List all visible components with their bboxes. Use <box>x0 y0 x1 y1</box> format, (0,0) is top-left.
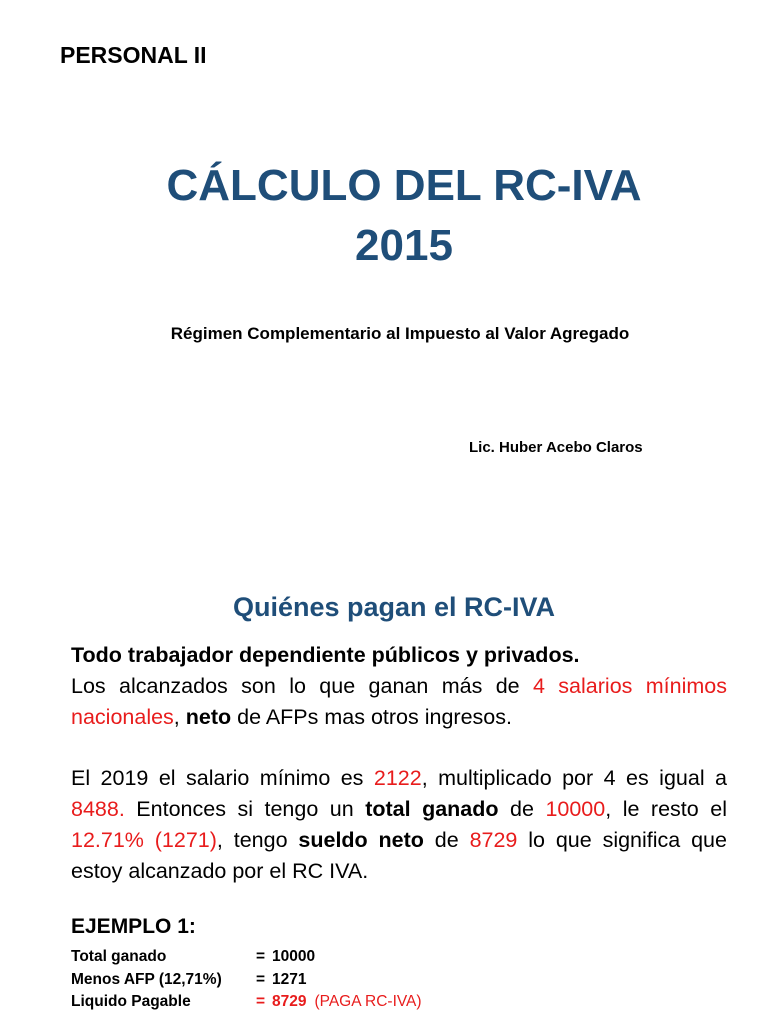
highlight-text: 12.71% (1271) <box>71 828 217 852</box>
bold-text: total ganado <box>365 797 499 821</box>
paragraph-heading: Todo trabajador dependiente públicos y privados. <box>71 643 580 667</box>
example-table <box>71 946 422 1014</box>
title-year: 2015 <box>355 221 453 270</box>
row-value: 10000 <box>272 948 316 965</box>
equals-sign: = <box>256 993 266 1010</box>
author-name: Lic. Huber Acebo Claros <box>469 439 643 456</box>
text-segment: Los alcanzados son lo que ganan más de <box>71 674 533 698</box>
highlight-text: 4 salarios mínimos nacionales <box>71 674 727 729</box>
table-row <box>71 969 422 992</box>
row-label: Liquido Pagable <box>71 993 191 1010</box>
row-label: Menos AFP (12,71%) <box>71 970 222 988</box>
equals-sign: = <box>256 970 266 988</box>
text-segment: El 2019 el salario mínimo es <box>71 766 374 790</box>
example-heading: EJEMPLO 1: <box>71 915 196 938</box>
table-row <box>71 946 422 969</box>
main-title: CÁLCULO DEL RC-IVA <box>166 161 642 210</box>
text-segment: de AFPs mas otros ingresos. <box>231 705 512 729</box>
highlight-text: 2122 <box>373 766 422 790</box>
highlight-text: 8729 <box>469 828 518 852</box>
row-value: 1271 <box>272 970 307 988</box>
slide-title: Quiénes pagan el RC-IVA <box>232 592 556 622</box>
bold-text: sueldo neto <box>298 828 424 852</box>
course-label: PERSONAL II <box>60 42 207 68</box>
paragraph-who-pays <box>71 640 727 733</box>
bold-text: neto <box>185 705 232 729</box>
highlight-text: 10000 <box>545 797 606 821</box>
paragraph-explanation <box>71 763 727 887</box>
text-segment: , tengo <box>216 828 299 852</box>
row-label: Total ganado <box>71 948 167 965</box>
text-segment: , le resto el <box>605 797 727 821</box>
text-segment: lo que significa que estoy alcanzado por el RC IVA. <box>71 828 727 883</box>
text-segment: Entonces si tengo un <box>124 797 366 821</box>
text-segment: de <box>423 828 470 852</box>
subtitle: Régimen Complementario al Impuesto al Valor Agregado <box>170 324 630 343</box>
row-note: (PAGA RC-IVA) <box>314 993 422 1010</box>
equals-sign: = <box>256 948 266 965</box>
row-value: 8729 <box>272 993 307 1010</box>
content-slide <box>0 540 768 1024</box>
text-segment: de <box>498 797 546 821</box>
highlight-text: 8488. <box>71 797 125 821</box>
table-row <box>71 991 422 1014</box>
text-segment: , <box>173 705 186 729</box>
text-segment: , multiplicado por 4 es igual a <box>421 766 727 790</box>
